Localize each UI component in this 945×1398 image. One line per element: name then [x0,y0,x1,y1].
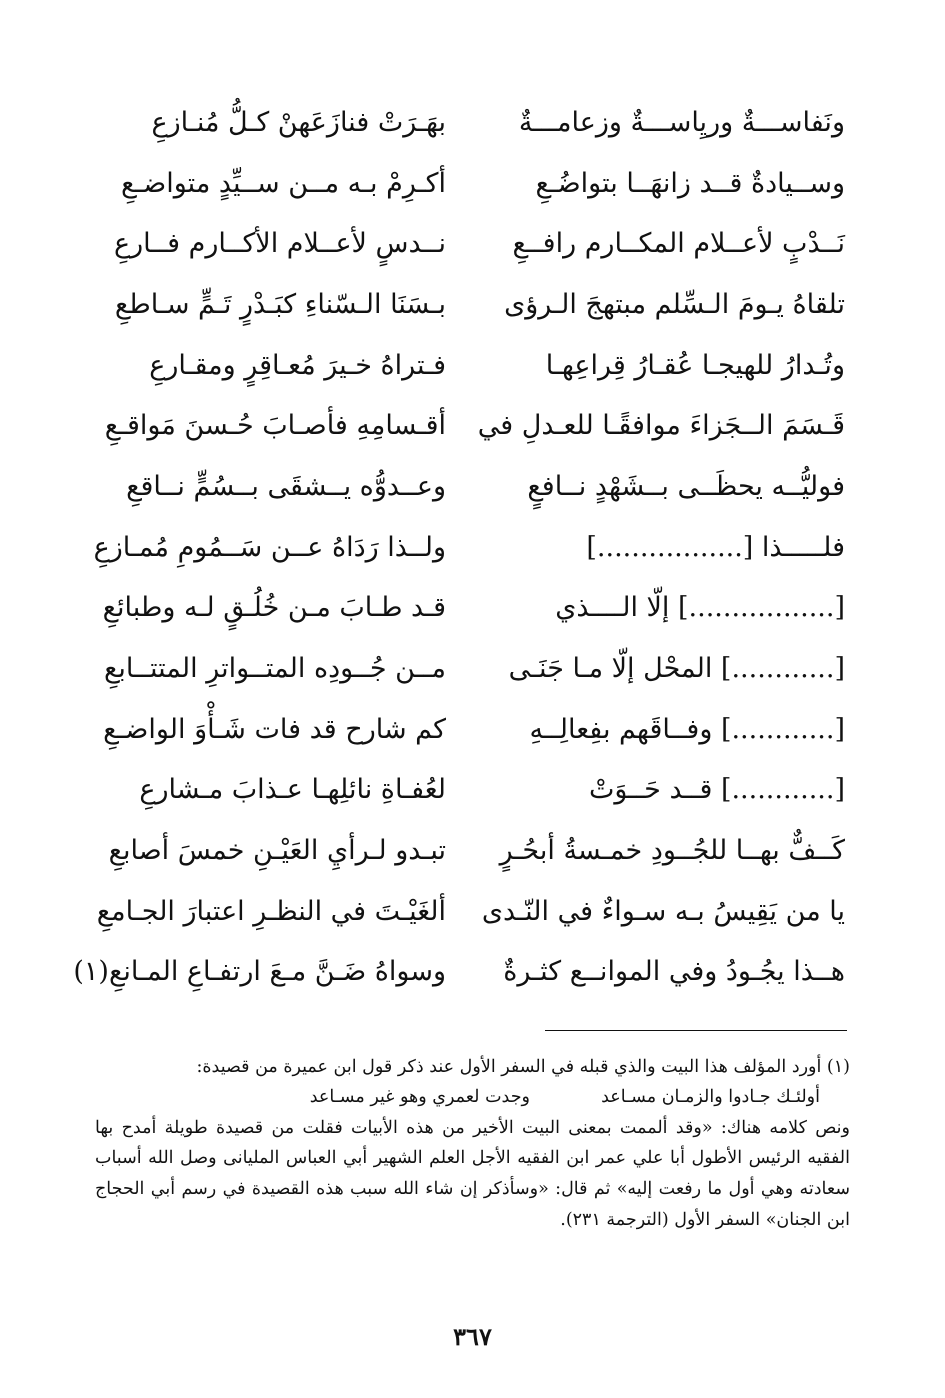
verse [100,699,845,760]
footnotes [95,1052,850,1235]
cited-verse-first-hemistich: أولئـك جـادوا والزمـان مسـاعد [601,1087,820,1108]
footnote-body: ونص كلامه هناك: «وقد ألممت بمعنى البيت الأخير من هذه الأبيات فقلت من قصيدة طويلة أمدح بها الفقيه الرئيس الأطول أبا علي عمر ابن الفقيه الأجل العلم الشهير أبي العباس المليانى وصل الله أسباب سعادته وهي أول ما رفعت إليه» ثم قال: «وسأذكر إن شاء الله سبب هذه القصيدة في رسم أبي الحجاج ابن الجنان» السفر الأول (الترجمة ٢٣١). [95,1117,850,1230]
verse-second-hemistich: أقـسامِهِ فأصـابَ حُـسنَ مَواقـعِ [104,410,446,442]
verse-first-hemistich: كَــفٌّ بهــا للجُــودِ خمـسةُ أبحُـرٍ [499,835,845,867]
verse [100,578,845,639]
verse-second-hemistich: أكـرِمْ بـه مــن ســيِّدٍ متواضـعِ [121,167,446,199]
verse [96,881,845,942]
cited-verse [95,1083,850,1113]
verse [100,274,845,335]
verse-second-hemistich: ولــذا رَدَاهُ عــن سَــمُومِ مُمـازعِ [93,531,446,563]
verse-first-hemistich: نَــدْبٍ لأعــلام المكــارم رافــعِ [512,228,845,260]
verse [100,760,845,821]
verse-second-hemistich: فـتراهُ خـيرَ مُعـاقِرٍ ومقـارعِ [149,349,446,381]
verse-second-hemistich: وعــدوُّه يــشقَى بــسُمٍّ نــاقعِ [126,470,446,502]
verse-first-hemistich: تلقاهُ يـومَ الـسِّلم مبتهجَ الـرؤى [504,288,845,320]
verse [73,942,845,1003]
verse-first-hemistich: فوليُّــه يحظَــى بــشَهْدٍ نــافعٍ [527,470,845,502]
page-number: ٣٦٧ [453,1322,492,1351]
verse-second-hemistich: بهَـرَتْ فنازَعَهنْ كـلُّ مُنـازعِ [151,106,446,138]
verse-first-hemistich: وتُـدارُ للهيجـا عُقـارُ قِراعِهـا [545,349,845,381]
verse-first-hemistich: فلـــــذا [.................] [586,531,845,563]
verse-first-hemistich: ونَفاســـةٌ وريِاســـةٌ وزعامـــةٌ [518,106,845,138]
verse [93,517,845,578]
verse-first-hemistich: [............] قــد حَــوَتْ [589,774,845,806]
verse [100,92,845,153]
verse-second-hemistich: لعُفـاةِ نائلِهـا عـذابَ مـشارعِ [139,774,446,806]
verse [100,335,845,396]
verse [100,213,845,274]
verse-second-hemistich: تبـدو لـرأيِ العَيْـنِ خمسَ أصابعِ [108,835,446,867]
verse-second-hemistich: ألغَيْـتَ في النظـرِ اعتبارَ الجـامعِ [96,895,446,927]
poem [73,92,845,1002]
verse [100,395,845,456]
verse-second-hemistich: نــدسٍ لأعــلام الأكــارم فــارعِ [113,228,446,260]
verse [100,456,845,517]
verse [100,820,845,881]
verse-first-hemistich: يا من يَقِيسُ بـه سـواءٌ في النّـدى [481,895,845,927]
verse-second-hemistich: وسواهُ ضَـنَّ مـعَ ارتفـاعِ المـانعِ(١) [73,956,446,988]
verse-first-hemistich: قَـسَمَ الــجَزاءَ موافقًـا للعـدلِ في [477,410,845,442]
verse [100,153,845,214]
verse-first-hemistich: [.................] إلّا الــــذي [555,592,845,624]
verse [100,638,845,699]
verse-second-hemistich: بـسَنَا الـسّناءِ كبَـدْرٍ تَـمٍّ سـاطعِ [114,288,446,320]
footnote-intro: (١) أورد المؤلف هذا البيت والذي قبله في السفر الأول عند ذكر قول ابن عميرة من قصيدة: [196,1057,850,1077]
verse-first-hemistich: وســيادةٌ قــد زانهَــا بتواضُـعِ [535,167,845,199]
verse-first-hemistich: [............] وفــاقَهم بفِعالِــهِ [529,713,845,745]
verse-first-hemistich: هــذا يجُـودُ وفي الموانــع كثـرةٌ [503,956,845,988]
verse-first-hemistich: [............] المحْل إلّا مـا جَنَـى [508,653,845,685]
footnote-divider [545,1030,847,1031]
cited-verse-second-hemistich: وجدت لعمري وهو غير مسـاعد [309,1087,530,1108]
verse-second-hemistich: كم شارح قد فات شَـأْوَ الواضـعِ [103,713,446,745]
verse-second-hemistich: قـد طـابَ مـن خُلُـقٍ لـه وطبائعِ [102,592,446,624]
verse-second-hemistich: مــن جُــودِه المتــواترِ المتتــابعِ [104,653,446,685]
